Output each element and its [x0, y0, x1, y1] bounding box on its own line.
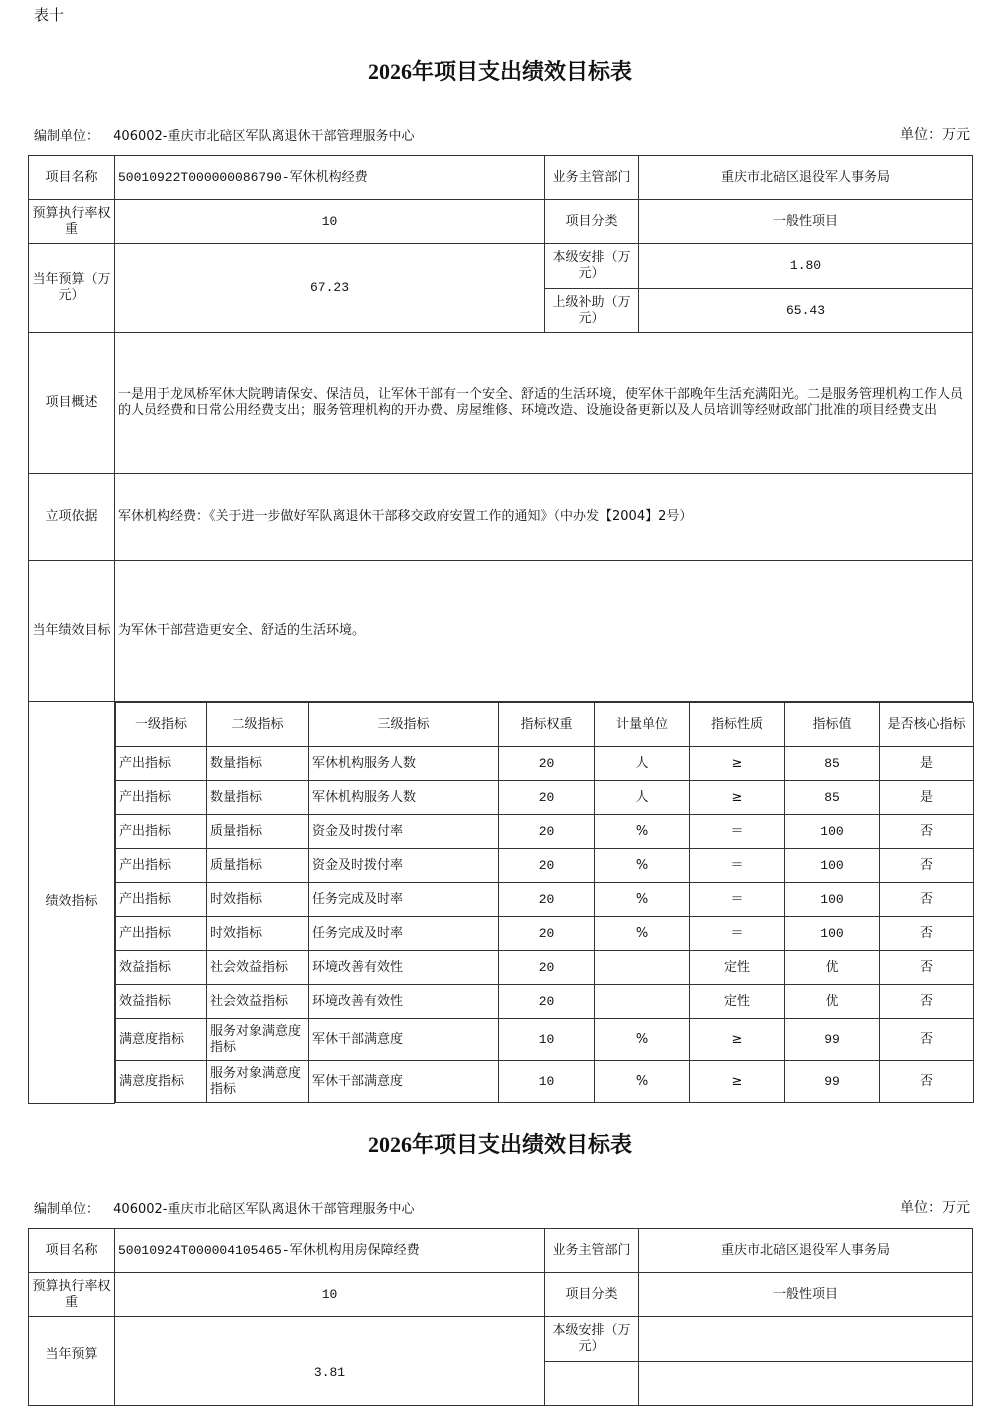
- compiling-unit-value: 406002-重庆市北碚区军队离退休干部管理服务中心: [113, 1202, 415, 1217]
- table-label: 表十: [34, 6, 65, 24]
- indicator-core: 是: [880, 781, 974, 815]
- basis-label: 立项依据: [29, 474, 115, 561]
- indicator-nature: ≥: [690, 747, 785, 781]
- indicator-core: 是: [880, 747, 974, 781]
- indicator-level1: 产出指标: [116, 781, 207, 815]
- indicator-header-cell: 三级指标: [309, 703, 499, 747]
- form-title: 2026年项目支出绩效目标表: [367, 59, 632, 84]
- indicator-level2: 时效指标: [207, 917, 309, 951]
- indicator-unit: %: [595, 1019, 690, 1061]
- indicator-level3: 军休干部满意度: [309, 1019, 499, 1061]
- indicator-row: [116, 747, 974, 781]
- performance-table-2: [28, 1228, 973, 1406]
- indicator-weight: 20: [499, 951, 595, 985]
- dept-label: 业务主管部门: [545, 1229, 639, 1273]
- indicator-level2: 服务对象满意度指标: [207, 1019, 309, 1061]
- indicator-row: [116, 985, 974, 1019]
- indicator-level1: 效益指标: [116, 985, 207, 1019]
- indicator-level2: 质量指标: [207, 815, 309, 849]
- indicator-nature: ≥: [690, 1061, 785, 1103]
- indicator-level1: 满意度指标: [116, 1019, 207, 1061]
- indicators-header: [116, 703, 974, 747]
- indicator-unit: %: [595, 883, 690, 917]
- indicator-unit: [595, 985, 690, 1019]
- local-value: [639, 1317, 973, 1362]
- indicator-level3: 资金及时拨付率: [309, 815, 499, 849]
- indicator-row: [116, 917, 974, 951]
- indicator-value: 优: [785, 985, 880, 1019]
- indicator-value: 100: [785, 849, 880, 883]
- indicator-weight: 20: [499, 815, 595, 849]
- indicator-weight: 10: [499, 1061, 595, 1103]
- indicator-nature: ＝: [690, 917, 785, 951]
- indicator-unit: %: [595, 917, 690, 951]
- compiling-unit-label: 编制单位：: [34, 129, 100, 144]
- overview-label: 项目概述: [29, 333, 115, 474]
- indicator-weight: 20: [499, 883, 595, 917]
- indicator-header-cell: 是否核心指标: [880, 703, 974, 747]
- indicator-nature: ≥: [690, 781, 785, 815]
- indicator-core: 否: [880, 849, 974, 883]
- local-label: 本级安排（万元）: [545, 244, 639, 289]
- indicator-level3: 环境改善有效性: [309, 985, 499, 1019]
- indicator-weight: 20: [499, 985, 595, 1019]
- category-label: 项目分类: [545, 200, 639, 244]
- indicator-core: 否: [880, 1061, 974, 1103]
- goal-value: 为军休干部营造更安全、舒适的生活环境。: [115, 561, 973, 702]
- indicator-weight: 20: [499, 849, 595, 883]
- indicator-level3: 环境改善有效性: [309, 951, 499, 985]
- indicator-nature: ＝: [690, 849, 785, 883]
- indicator-level3: 军休机构服务人数: [309, 781, 499, 815]
- compiling-unit-value: 406002-重庆市北碚区军队离退休干部管理服务中心: [113, 129, 415, 144]
- exec-weight-label: 预算执行率权重: [29, 200, 115, 244]
- indicator-core: 否: [880, 985, 974, 1019]
- indicator-row: [116, 1061, 974, 1103]
- indicator-value: 100: [785, 815, 880, 849]
- indicator-unit: %: [595, 849, 690, 883]
- indicators-cell: [115, 702, 973, 1104]
- budget-label: 当年预算: [29, 1317, 115, 1406]
- indicator-core: 否: [880, 917, 974, 951]
- indicator-row: [116, 951, 974, 985]
- performance-table: [28, 155, 973, 1104]
- indicator-level3: 资金及时拨付率: [309, 849, 499, 883]
- indicator-core: 否: [880, 815, 974, 849]
- indicator-level1: 产出指标: [116, 815, 207, 849]
- indicators-label: 绩效指标: [29, 702, 115, 1104]
- indicator-weight: 20: [499, 747, 595, 781]
- indicator-header-cell: 指标性质: [690, 703, 785, 747]
- indicator-level2: 社会效益指标: [207, 951, 309, 985]
- indicator-unit: %: [595, 815, 690, 849]
- currency-unit-2: 单位：万元: [900, 1200, 970, 1216]
- category-label: 项目分类: [545, 1273, 639, 1317]
- indicator-value: 100: [785, 883, 880, 917]
- dept-value: 重庆市北碚区退役军人事务局: [639, 1229, 973, 1273]
- form-title-2: 2026年项目支出绩效目标表: [367, 1132, 632, 1157]
- dept-label: 业务主管部门: [545, 156, 639, 200]
- indicator-level1: 产出指标: [116, 849, 207, 883]
- indicator-level1: 效益指标: [116, 951, 207, 985]
- indicator-level2: 数量指标: [207, 747, 309, 781]
- indicator-level2: 服务对象满意度指标: [207, 1061, 309, 1103]
- indicator-weight: 10: [499, 1019, 595, 1061]
- indicator-level3: 军休干部满意度: [309, 1061, 499, 1103]
- indicator-level1: 产出指标: [116, 747, 207, 781]
- currency-unit: 单位：万元: [900, 127, 970, 143]
- indicator-level3: 任务完成及时率: [309, 917, 499, 951]
- indicator-level3: 军休机构服务人数: [309, 747, 499, 781]
- indicator-header-cell: 计量单位: [595, 703, 690, 747]
- indicator-weight: 20: [499, 781, 595, 815]
- upper-value: [639, 1362, 973, 1406]
- budget-value: 67.23: [115, 244, 545, 333]
- overview-value: 一是用于龙凤桥军休大院聘请保安、保洁员，让军休干部有一个安全、舒适的生活环境，使军休干部晚年生活充满阳光。二是服务管理机构工作人员的人员经费和日常公用经费支出；服务管理机构的开办费、房屋维修、环境改造、设施设备更新以及人员培训等经财政部门批准的项目经费支出: [115, 333, 973, 474]
- indicator-unit: 人: [595, 747, 690, 781]
- exec-weight-label: 预算执行率权重: [29, 1273, 115, 1317]
- indicator-value: 优: [785, 951, 880, 985]
- compiling-unit: [34, 125, 414, 144]
- project-name-label: 项目名称: [29, 156, 115, 200]
- basis-value: 军休机构经费：《关于进一步做好军队离退休干部移交政府安置工作的通知》（中办发【2004】2号）: [115, 474, 973, 561]
- goal-label: 当年绩效目标: [29, 561, 115, 702]
- exec-weight-value: 10: [115, 200, 545, 244]
- indicator-header-cell: 二级指标: [207, 703, 309, 747]
- indicator-level1: 满意度指标: [116, 1061, 207, 1103]
- indicator-header-cell: 一级指标: [116, 703, 207, 747]
- indicator-level1: 产出指标: [116, 883, 207, 917]
- indicator-unit: [595, 951, 690, 985]
- indicator-header-cell: 指标值: [785, 703, 880, 747]
- indicator-core: 否: [880, 1019, 974, 1061]
- upper-label: [545, 1362, 639, 1406]
- dept-value: 重庆市北碚区退役军人事务局: [639, 156, 973, 200]
- indicator-level2: 时效指标: [207, 883, 309, 917]
- indicator-value: 99: [785, 1019, 880, 1061]
- exec-weight-value: 10: [115, 1273, 545, 1317]
- indicator-level1: 产出指标: [116, 917, 207, 951]
- category-value: 一般性项目: [639, 1273, 973, 1317]
- indicator-nature: 定性: [690, 951, 785, 985]
- indicator-header-cell: 指标权重: [499, 703, 595, 747]
- indicator-nature: ≥: [690, 1019, 785, 1061]
- local-label: 本级安排（万元）: [545, 1317, 639, 1362]
- indicator-row: [116, 1019, 974, 1061]
- indicator-value: 99: [785, 1061, 880, 1103]
- budget-value: 3.81: [115, 1317, 545, 1406]
- indicators-table: [115, 702, 974, 1103]
- indicator-row: [116, 815, 974, 849]
- indicator-value: 85: [785, 747, 880, 781]
- upper-label: 上级补助（万元）: [545, 289, 639, 333]
- indicator-level2: 社会效益指标: [207, 985, 309, 1019]
- local-value: 1.80: [639, 244, 973, 289]
- indicator-value: 85: [785, 781, 880, 815]
- compiling-unit-2: [34, 1198, 414, 1217]
- indicator-level3: 任务完成及时率: [309, 883, 499, 917]
- indicator-core: 否: [880, 883, 974, 917]
- indicator-weight: 20: [499, 917, 595, 951]
- project-name-label: 项目名称: [29, 1229, 115, 1273]
- indicator-core: 否: [880, 951, 974, 985]
- indicator-unit: %: [595, 1061, 690, 1103]
- indicator-row: [116, 781, 974, 815]
- indicator-row: [116, 849, 974, 883]
- project-name-value: 50010924T000004105465-军休机构用房保障经费: [115, 1229, 545, 1273]
- indicator-unit: 人: [595, 781, 690, 815]
- indicator-row: [116, 883, 974, 917]
- compiling-unit-label: 编制单位：: [34, 1202, 100, 1217]
- indicator-nature: ＝: [690, 883, 785, 917]
- upper-value: 65.43: [639, 289, 973, 333]
- project-name-value: 50010922T000000086790-军休机构经费: [115, 156, 545, 200]
- indicator-nature: 定性: [690, 985, 785, 1019]
- indicator-nature: ＝: [690, 815, 785, 849]
- indicator-level2: 数量指标: [207, 781, 309, 815]
- indicator-value: 100: [785, 917, 880, 951]
- budget-label: 当年预算（万元）: [29, 244, 115, 333]
- indicator-level2: 质量指标: [207, 849, 309, 883]
- category-value: 一般性项目: [639, 200, 973, 244]
